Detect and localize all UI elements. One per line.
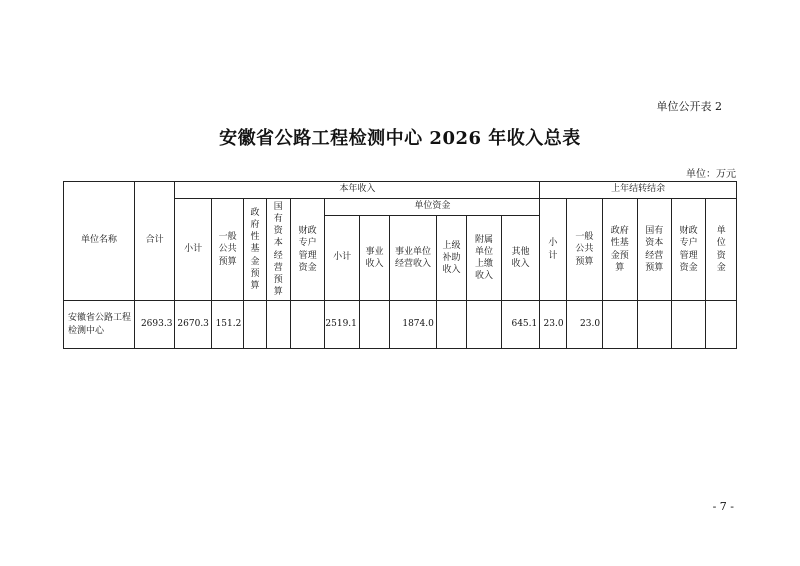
unit-label: 单位：万元 — [686, 169, 736, 180]
header-co-fiscal-special — [671, 199, 705, 301]
header-uf-superior-subsidy-label: 上级补助收入 — [442, 240, 461, 276]
header-cur-fiscal-special-label: 财政专户管理资金 — [298, 226, 317, 273]
header-cur-state-capital-label: 国有资本经营预算 — [273, 201, 283, 297]
header-co-gov-fund-label: 政府性基金预算 — [610, 226, 629, 273]
cell-uf-superior — [436, 301, 466, 349]
header-cur-general-budget — [211, 199, 243, 301]
header-cur-fiscal-special — [290, 199, 324, 301]
header-uf-other-income — [501, 216, 540, 301]
header-uf-affiliated-income-label: 附属单位上缴收入 — [474, 234, 493, 282]
income-summary-table — [63, 181, 737, 349]
table-row — [64, 301, 737, 349]
header-co-unit-funds — [706, 199, 737, 301]
cell-uf-subtotal: 2519.1 — [325, 301, 359, 349]
cell-co-gov-fund — [603, 301, 637, 349]
header-cur-gov-fund — [244, 199, 266, 301]
header-carryover: 上年结转结余 — [540, 182, 737, 199]
header-co-gov-fund — [603, 199, 637, 301]
cell-total: 2693.3 — [134, 301, 175, 349]
cell-co-state-capital — [637, 301, 671, 349]
cell-cur-gov-fund — [244, 301, 266, 349]
header-cur-gov-fund-label: 政府性基金预算 — [250, 208, 260, 291]
cell-uf-operating: 1874.0 — [390, 301, 437, 349]
header-co-fiscal-special-label: 财政专户管理资金 — [679, 226, 698, 273]
cell-co-general: 23.0 — [566, 301, 602, 349]
header-cur-general-budget-label: 一般公共预算 — [218, 232, 237, 267]
header-uf-operating-income — [390, 216, 437, 301]
cell-cur-general: 151.2 — [211, 301, 243, 349]
cell-cur-state-capital — [266, 301, 290, 349]
header-unit-name: 单位名称 — [64, 182, 135, 301]
header-unit-funds: 单位资金 — [325, 199, 540, 216]
header-co-state-capital-label: 国有资本经营预算 — [645, 226, 664, 273]
header-co-general-budget — [566, 199, 602, 301]
cell-uf-business — [359, 301, 389, 349]
header-co-subtotal-label: 小计 — [548, 238, 558, 261]
header-co-unit-funds-label: 单位资金 — [716, 226, 726, 273]
form-number: 单位公开表 2 — [656, 100, 722, 113]
header-cur-state-capital — [266, 199, 290, 301]
header-uf-business-income-label: 事业收入 — [365, 246, 384, 269]
cell-uf-affiliated — [467, 301, 501, 349]
cell-cur-fiscal-special — [290, 301, 324, 349]
cell-cur-subtotal: 2670.3 — [175, 301, 211, 349]
header-uf-superior-subsidy — [436, 216, 466, 301]
cell-unit-name: 安徽省公路工程检测中心 — [64, 301, 135, 349]
header-uf-business-income — [359, 216, 389, 301]
page-title: 安徽省公路工程检测中心 2026 年收入总表 — [219, 128, 581, 149]
header-cur-subtotal: 小计 — [175, 199, 211, 301]
header-uf-affiliated-income — [467, 216, 501, 301]
header-co-subtotal — [540, 199, 566, 301]
header-co-state-capital — [637, 199, 671, 301]
header-current-year-income: 本年收入 — [175, 182, 540, 199]
cell-uf-other: 645.1 — [501, 301, 540, 349]
page-number: - 7 - — [712, 500, 734, 513]
header-co-general-budget-label: 一般公共预算 — [575, 232, 594, 267]
cell-co-subtotal: 23.0 — [540, 301, 566, 349]
header-total: 合计 — [134, 182, 175, 301]
header-uf-operating-income-label: 事业单位经营收入 — [395, 246, 432, 269]
header-uf-other-income-label: 其他收入 — [511, 246, 530, 269]
header-uf-subtotal: 小计 — [325, 216, 359, 301]
cell-co-unit-funds — [706, 301, 737, 349]
cell-co-fiscal-special — [671, 301, 705, 349]
